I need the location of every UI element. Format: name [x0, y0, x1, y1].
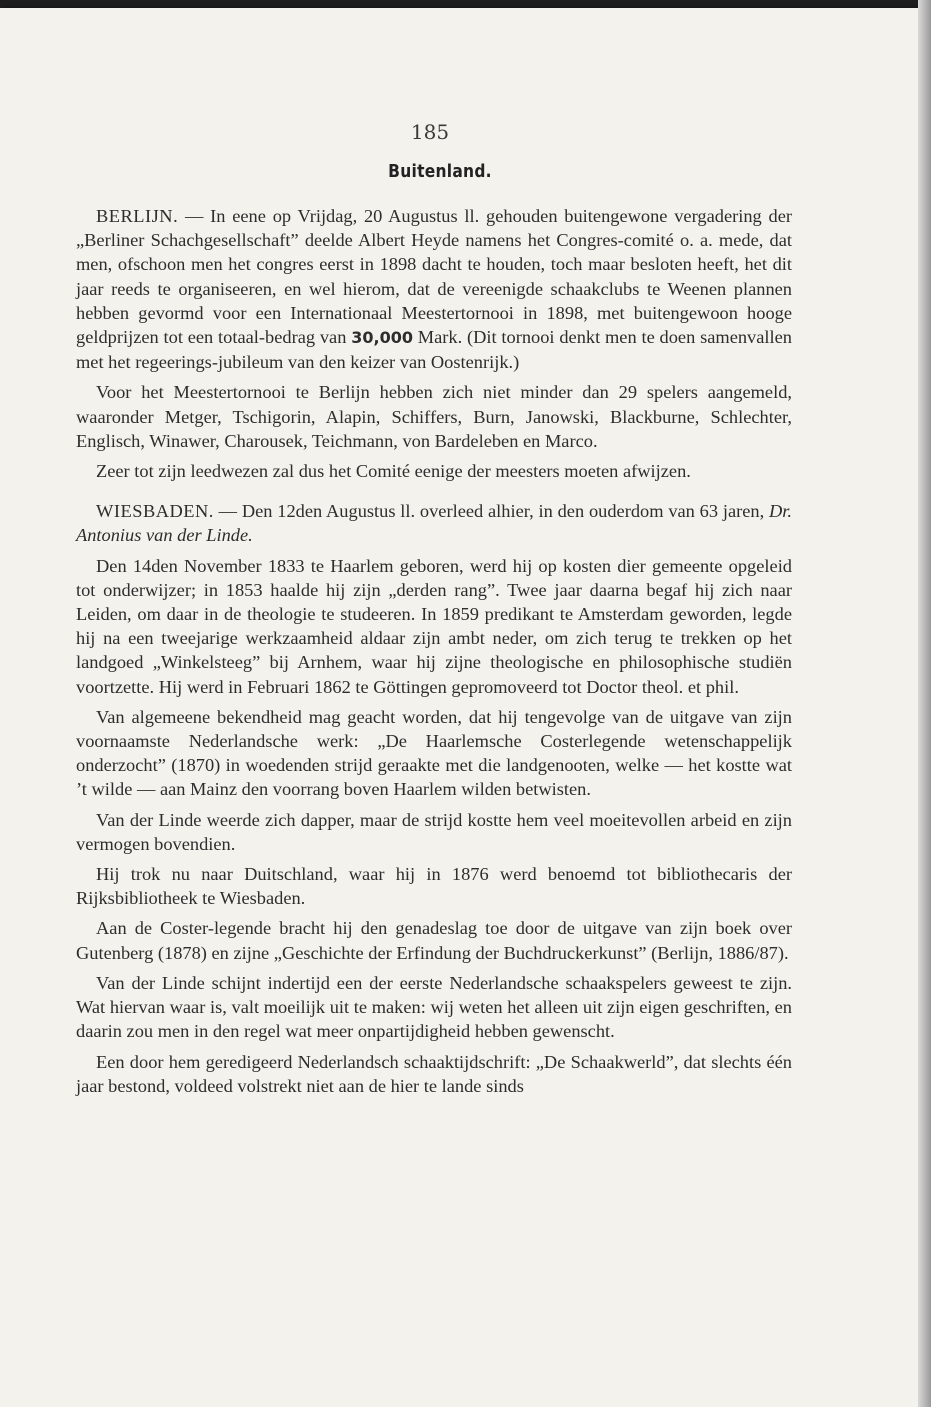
paragraph-berlijn: [76, 204, 792, 374]
paragraph-gutenberg: Aan de Coster-legende bracht hij den genadeslag toe door de uitgave van zijn boek over Gutenberg (1878) en zijne „Geschichte der Erfindung der Buchdruckerkunst” (Berlijn, 1886/87).: [76, 918, 792, 963]
paragraph-costerlegende: Van algemeene bekendheid mag geacht worden, dat hij tengevolge van de uitgave van zijn voornaamste Nederlandsche werk: „De Haarlemsche Costerlegende wetenschappelijk onderzocht” (1870) in woedenden strijd geraakte met die landgenooten, welke — het kostte wat ’t wilde — aan Mainz den voorrang boven Haarlem wilden betwisten.: [76, 706, 792, 800]
paragraph-schaakwerld: Een door hem geredigeerd Nederlandsch schaaktijdschrift: „De Schaakwerld”, dat slechts één jaar bestond, voldeed volstrekt niet aan de hier te lande sinds: [76, 1051, 792, 1096]
paragraph-committee: Zeer tot zijn leedwezen zal dus het Comité eenige der meesters moeten afwijzen.: [96, 461, 691, 482]
paragraph-strijd: Van der Linde weerde zich dapper, maar de strijd kostte hem veel moeitevollen arbeid en zijn vermogen bovendien.: [76, 809, 792, 854]
page-number: 185: [410, 120, 450, 144]
paragraph-duitschland: Hij trok nu naar Duitschland, waar hij in 1876 werd benoemd tot bibliothecaris der Rijksbibliotheek te Wiesbaden.: [76, 864, 792, 909]
paragraph-text: — In eene op Vrijdag, 20 Augustus ll. gehouden buitengewone vergadering der „Berliner Schachgesellschaft” deelde Albert Heyde namens het Congres-comité o. a. mede, dat men, ofschoon men het congres eerst in 1898 dacht te houden, toch maar besloten heeft, het dit jaar reeds te organiseeren, en wel hierom, dat de vereenigde schaakclubs te Weenen plannen hebben gevormd voor een Internationaal Meestertornooi in 1898, met buitengewoon hooge geldprijzen tot een totaal-bedrag van: [76, 206, 792, 348]
article-body: [76, 204, 792, 1104]
person-name: Dr. Antonius van der Linde.: [76, 501, 792, 546]
paragraph-lead: BERLIJN.: [96, 206, 179, 226]
paragraph-players: Voor het Meestertornooi te Berlijn hebben zich niet minder dan 29 spelers aangemeld, waaronder Metger, Tschigorin, Alapin, Schiffers, Burn, Janowski, Blackburne, Schlechter, Englisch, Winawer, Charousek, Teichmann, von Bardeleben en Marco.: [76, 382, 792, 451]
paragraph-text-after: Mark. (Dit tornooi denkt men te doen samenvallen met het regeerings-jubileum van den keizer van Oostenrijk.): [76, 327, 792, 373]
section-title: Buitenland.: [388, 161, 492, 182]
paragraph-text: — Den 12den Augustus ll. overleed alhier, in den ouderdom van 63 jaren,: [213, 501, 769, 522]
paragraph-schaakspeler: Van der Linde schijnt indertijd een der eerste Nederlandsche schaakspelers geweest te zijn. Wat hiervan waar is, valt moeilijk uit te maken: wij weten het alleen uit zijn eigen geschriften, en daarin zou men in den regel wat meer onpartijdigheid hebben gewenscht.: [76, 972, 792, 1042]
paragraph-lead: WIESBADEN.: [96, 501, 214, 522]
scan-right-edge: [918, 0, 931, 1407]
scan-top-edge: [0, 0, 931, 8]
prize-amount: 30,000: [351, 328, 413, 348]
paragraph-wiesbaden: [76, 499, 792, 547]
book-page: [0, 8, 918, 1407]
paragraph-biography: Den 14den November 1833 te Haarlem geboren, werd hij op kosten dier gemeente opgeleid tot onderwijzer; in 1853 haalde hij zijn „derden rang”. Twee jaar daarna begaf hij zich naar Leiden, om daar in de theologie te studeeren. In 1859 predikant te Amsterdam geworden, legde hij na een tweejarige werkzaamheid aldaar zijn ambt neder, om zich terug te trekken op het landgoed „Winkelsteeg” bij Arnhem, waar hij zijne theologische en philosophische studiën voortzette. Hij werd in Februari 1862 te Göttingen gepromoveerd tot Doctor theol. et phil.: [76, 555, 792, 697]
